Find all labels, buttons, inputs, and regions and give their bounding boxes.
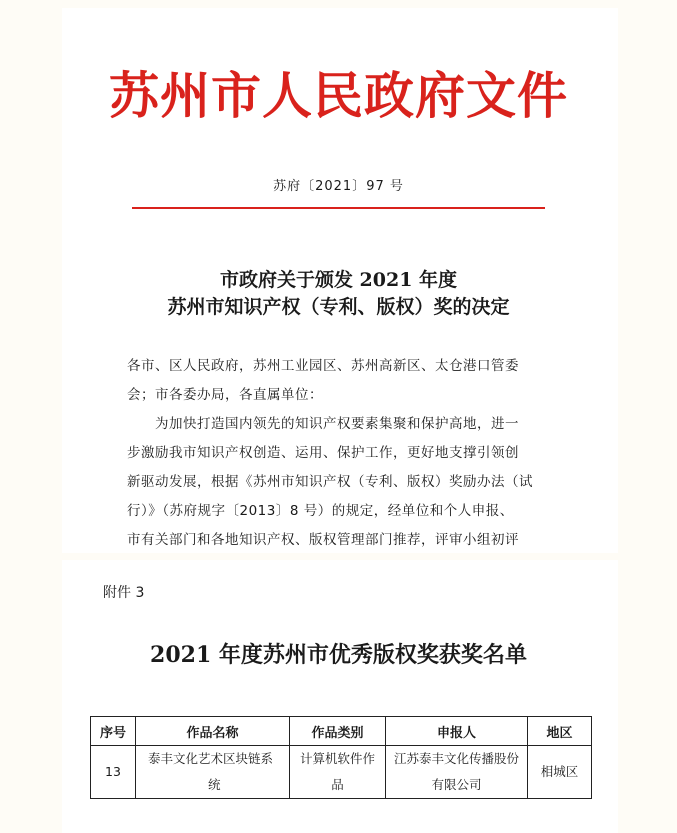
award-list-title: 2021 年度苏州市优秀版权奖获奖名单 xyxy=(150,642,527,668)
document-body xyxy=(127,352,551,555)
cell-category-line-1: 计算机软件作 xyxy=(299,751,375,766)
cell-applicant-line-1: 江苏泰丰文化传播股份 xyxy=(393,751,519,766)
cell-number: 13 xyxy=(91,746,136,799)
column-header-number: 序号 xyxy=(91,717,136,746)
cell-work-name-line-1: 泰丰文化艺术区块链系 xyxy=(148,751,274,766)
table-row xyxy=(91,746,592,799)
cell-category-line-2: 品 xyxy=(331,777,344,792)
decision-title xyxy=(0,267,677,321)
body-line: 各市、区人民政府，苏州工业园区、苏州高新区、太仓港口管委 xyxy=(127,358,519,374)
body-line: 新驱动发展，根据《苏州市知识产权（专利、版权）奖励办法（试 xyxy=(127,474,533,490)
body-line: 市有关部门和各地知识产权、版权管理部门推荐，评审小组初评 xyxy=(127,532,519,548)
cell-work-name-line-2: 统 xyxy=(208,777,221,792)
body-line: 为加快打造国内领先的知识产权要素集聚和保护高地，进一 xyxy=(155,416,519,432)
award-table xyxy=(90,716,592,799)
decision-title-line-1: 市政府关于颁发 2021 年度 xyxy=(219,269,458,291)
column-header-applicant: 申报人 xyxy=(386,717,528,746)
body-line: 步激励我市知识产权创造、运用、保护工作，更好地支撑引领创 xyxy=(127,445,519,461)
cell-applicant xyxy=(386,746,528,799)
cell-applicant-line-2: 有限公司 xyxy=(431,777,482,792)
table-header-row xyxy=(91,717,592,746)
column-header-work-name: 作品名称 xyxy=(136,717,290,746)
column-header-region: 地区 xyxy=(528,717,592,746)
red-header-title: 苏州市人民政府文件 xyxy=(109,66,568,125)
document-number: 苏府〔2021〕97 号 xyxy=(273,179,404,194)
column-header-category: 作品类别 xyxy=(290,717,386,746)
decision-title-line-2: 苏州市知识产权（专利、版权）奖的决定 xyxy=(167,296,510,318)
cell-category xyxy=(290,746,386,799)
body-line: 行）》（苏府规字〔2013〕8 号）的规定，经单位和个人申报、 xyxy=(127,503,514,519)
cell-region: 相城区 xyxy=(528,746,592,799)
red-divider-line xyxy=(132,207,545,209)
cell-work-name xyxy=(136,746,290,799)
attachment-label: 附件 3 xyxy=(103,585,145,601)
body-line: 会；市各委办局，各直属单位： xyxy=(127,387,323,403)
